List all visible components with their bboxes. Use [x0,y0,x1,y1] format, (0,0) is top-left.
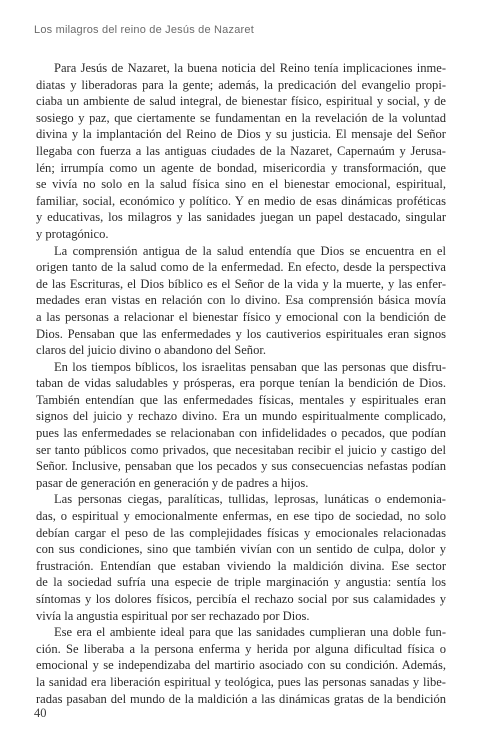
text-line: Ese era el ambiente ideal para que las sanidades cumplieran una doble fun- [54,625,446,640]
text-line: síntomas y los dolores físicos, percibía el rechazo social por sus calamidades y [36,592,446,606]
text-line: sosiego y paz, que ciertamente se fundamentan en la revelación de la voluntad [36,110,446,125]
text-line: claros del juicio divino o abandono del Señor. [36,343,266,358]
text-line: ciaba un ambiente de salud integral, de bienestar físico, espiritual y social, y de [36,94,446,109]
text-line: llegaba con fuerza a las antiguas ciudades de la Nazaret, Capernaúm y Jerusa- [36,143,446,158]
text-line: Para Jesús de Nazaret, la buena noticia del Reino tenía implicaciones inme- [54,61,446,75]
text-line: de la sociedad sufría una especie de triple marginación y angustia: sentía los [36,575,446,590]
text-line: En los tiempos bíblicos, los israelitas pensaban que las personas que disfru- [54,359,446,374]
text-line: de las Escrituras, el Dios bíblico es el Señor de la vida y la muerte, y las enfer- [36,276,446,291]
paragraph [36,624,446,707]
text-line: signos del juicio y rechazo divino. Era un mundo espiritualmente complicado, [36,409,446,424]
text-line: divina y la implantación del Reino de Dios y su justicia. El mensaje del Señor [36,127,446,142]
text-line: ser tanto públicos como privados, que necesitaban recibir el juicio y castigo del [36,442,446,457]
paragraph [36,491,446,624]
text-line: a las personas a relacionar el bienestar físico y emocional con la bendición de [36,309,446,324]
text-line: diatas y liberadoras para la gente; además, la predicación del evangelio propi- [36,77,446,92]
text-line: pasar de generación en generación y de padres a hijos. [36,475,309,490]
text-line: origen tanto de la salud como de la enfermedad. En efecto, desde la perspectiva [36,260,446,275]
text-line: Dios. Pensaban que las enfermedades y los cautiverios espirituales eran signos [36,326,446,341]
text-line: y educativas, los milagros y las sanidades juegan un papel destacado, singular [36,210,446,225]
text-line: se vivía no solo en la salud física sino en el bienestar emocional, espiritual, [36,177,446,192]
text-line: Señor. Inclusive, pensaban que los pecados y sus consecuencias nefastas podían [36,459,446,474]
running-head: Los milagros del reino de Jesús de Nazaret [34,24,254,36]
text-line: También entendían que las enfermedades físicas, mentales y espirituales eran [36,392,446,407]
text-line: lén; irrumpía como un agente de bondad, misericordia y transformación, que [36,160,446,175]
body-text [36,60,446,707]
text-line: taban de vidas saludables y prósperas, era porque tenían la bendición de Dios. [36,376,446,391]
text-line: Las personas ciegas, paralíticas, tullidas, leprosas, lunáticas o endemonia- [54,492,446,507]
text-line: pues las enfermedades se relacionaban con infidelidades o pecados, que podían [36,426,446,441]
text-line: frustración. Entendían que estaban viviendo la maldición divina. Ese sector [36,558,446,573]
paragraph [36,359,446,492]
page-number: 40 [34,706,47,720]
paragraph [36,60,446,243]
text-line: radas pasaban del mundo de la maldición a las dinámicas gratas de la bendición [36,691,446,706]
text-line: La comprensión antigua de la salud entendía que Dios se encuentra en el [54,243,446,258]
text-line: das, o espiritual y emocionalmente enfermas, en ese tipo de sociedad, no solo [36,509,446,524]
text-line: con sus condiciones, sino que también vivían con un sentido de culpa, dolor y [36,542,446,557]
text-line: ción. Se liberaba a la persona enferma y herida por alguna dificultad física o [36,641,446,656]
text-line: debían cargar el peso de las complejidades físicas y emocionales relacionadas [36,525,446,540]
text-line: familiar, social, económico y político. Y en medio de esas dinámicas proféticas [36,193,446,208]
text-line: la sanidad era liberación espiritual y teológica, pues las personas sanadas y libe- [36,674,446,689]
text-line: medades eran vistas en relación con lo divino. Esa comprensión básica movía [36,293,446,308]
text-line: vivía la angustia espiritual por ser rechazado por Dios. [36,608,310,623]
text-line: y protagónico. [36,226,109,241]
paragraph [36,243,446,359]
text-line: emocional y se independizaba del martirio asociado con su condición. Además, [36,658,446,673]
